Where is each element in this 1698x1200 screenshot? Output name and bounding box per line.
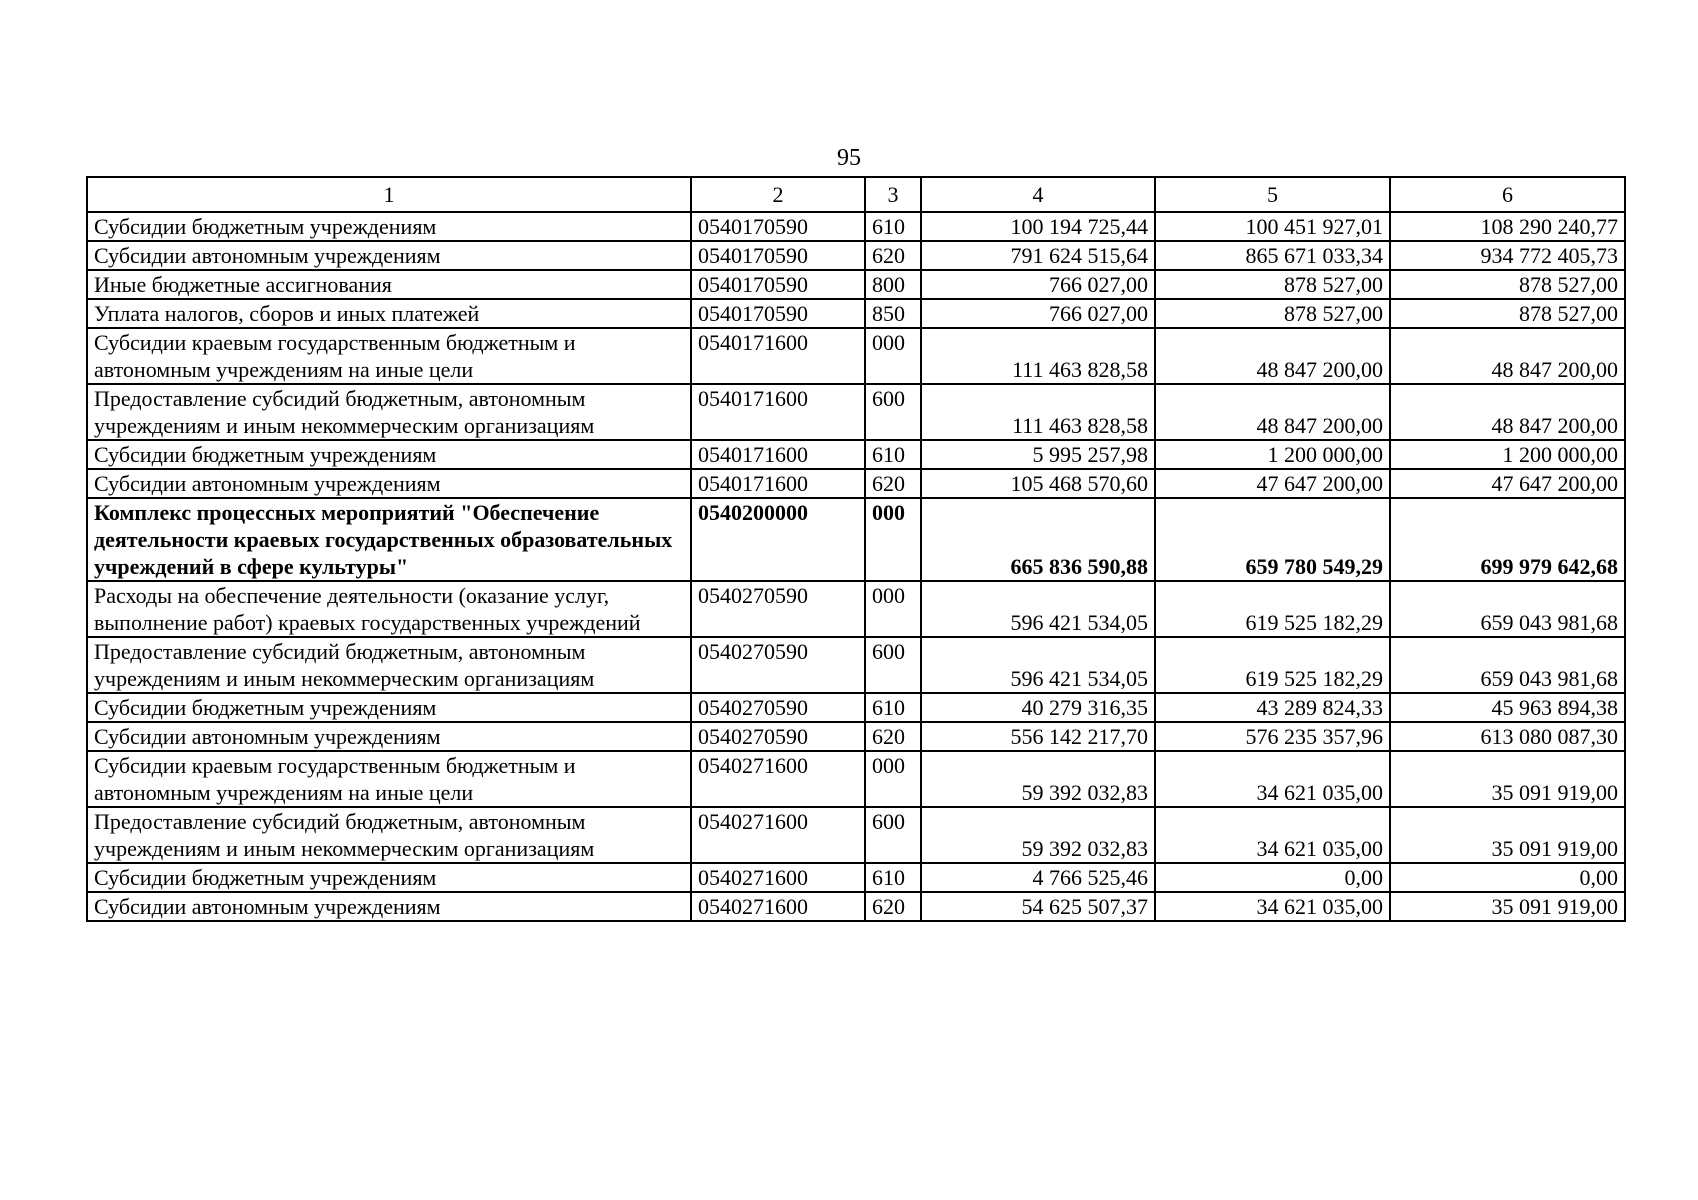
row-value-cell: 45 963 894,38 [1390, 693, 1625, 722]
row-code-cell: 0540170590 [691, 270, 865, 299]
row-kind-cell: 600 [865, 384, 921, 440]
row-value-cell: 47 647 200,00 [1390, 469, 1625, 498]
column-header: 1 [87, 177, 691, 212]
row-value-cell: 34 621 035,00 [1155, 751, 1390, 807]
table-row [87, 637, 1625, 693]
row-value-cell: 1 200 000,00 [1155, 440, 1390, 469]
row-value-cell: 0,00 [1155, 863, 1390, 892]
row-value-cell: 4 766 525,46 [921, 863, 1155, 892]
row-name-cell: Иные бюджетные ассигнования [87, 270, 691, 299]
row-code-cell: 0540171600 [691, 384, 865, 440]
row-name-cell: Уплата налогов, сборов и иных платежей [87, 299, 691, 328]
row-name-cell: Субсидии автономным учреждениям [87, 469, 691, 498]
row-code-cell: 0540171600 [691, 328, 865, 384]
row-value-cell: 59 392 032,83 [921, 751, 1155, 807]
row-value-cell: 48 847 200,00 [1390, 384, 1625, 440]
row-code-cell: 0540200000 [691, 498, 865, 581]
row-value-cell: 35 091 919,00 [1390, 751, 1625, 807]
table-body [87, 177, 1625, 921]
row-kind-cell: 000 [865, 581, 921, 637]
row-value-cell: 659 043 981,68 [1390, 637, 1625, 693]
row-value-cell: 43 289 824,33 [1155, 693, 1390, 722]
row-value-cell: 596 421 534,05 [921, 637, 1155, 693]
table-row [87, 212, 1625, 241]
row-value-cell: 59 392 032,83 [921, 807, 1155, 863]
row-name-cell: Субсидии автономным учреждениям [87, 892, 691, 921]
row-value-cell: 791 624 515,64 [921, 241, 1155, 270]
row-code-cell: 0540271600 [691, 751, 865, 807]
row-name-cell: Субсидии бюджетным учреждениям [87, 693, 691, 722]
column-header: 2 [691, 177, 865, 212]
row-value-cell: 699 979 642,68 [1390, 498, 1625, 581]
table-row [87, 722, 1625, 751]
budget-table [86, 176, 1626, 922]
column-header: 6 [1390, 177, 1625, 212]
row-name-cell: Субсидии автономным учреждениям [87, 241, 691, 270]
row-code-cell: 0540270590 [691, 637, 865, 693]
row-name-cell: Расходы на обеспечение деятельности (оказание услуг, выполнение работ) краевых государственных учреждений [87, 581, 691, 637]
row-value-cell: 100 194 725,44 [921, 212, 1155, 241]
row-name-cell: Комплекс процессных мероприятий "Обеспечение деятельности краевых государственных образовательных учреждений в сфере культуры" [87, 498, 691, 581]
row-value-cell: 108 290 240,77 [1390, 212, 1625, 241]
column-header: 5 [1155, 177, 1390, 212]
row-kind-cell: 610 [865, 440, 921, 469]
row-value-cell: 865 671 033,34 [1155, 241, 1390, 270]
row-code-cell: 0540270590 [691, 581, 865, 637]
row-code-cell: 0540170590 [691, 212, 865, 241]
row-value-cell: 105 468 570,60 [921, 469, 1155, 498]
row-kind-cell: 000 [865, 498, 921, 581]
row-code-cell: 0540171600 [691, 440, 865, 469]
row-value-cell: 111 463 828,58 [921, 328, 1155, 384]
row-value-cell: 47 647 200,00 [1155, 469, 1390, 498]
row-value-cell: 619 525 182,29 [1155, 581, 1390, 637]
row-kind-cell: 000 [865, 328, 921, 384]
row-value-cell: 48 847 200,00 [1155, 328, 1390, 384]
row-value-cell: 878 527,00 [1390, 299, 1625, 328]
row-value-cell: 5 995 257,98 [921, 440, 1155, 469]
row-code-cell: 0540271600 [691, 892, 865, 921]
row-value-cell: 659 043 981,68 [1390, 581, 1625, 637]
row-kind-cell: 620 [865, 241, 921, 270]
row-name-cell: Предоставление субсидий бюджетным, автономным учреждениям и иным некоммерческим организациям [87, 807, 691, 863]
table-row [87, 241, 1625, 270]
table-row [87, 581, 1625, 637]
table-row [87, 863, 1625, 892]
row-kind-cell: 600 [865, 637, 921, 693]
row-code-cell: 0540270590 [691, 693, 865, 722]
row-kind-cell: 610 [865, 693, 921, 722]
row-name-cell: Субсидии автономным учреждениям [87, 722, 691, 751]
row-value-cell: 556 142 217,70 [921, 722, 1155, 751]
row-kind-cell: 600 [865, 807, 921, 863]
row-name-cell: Субсидии краевым государственным бюджетным и автономным учреждениям на иные цели [87, 751, 691, 807]
row-value-cell: 619 525 182,29 [1155, 637, 1390, 693]
row-name-cell: Субсидии бюджетным учреждениям [87, 212, 691, 241]
row-value-cell: 613 080 087,30 [1390, 722, 1625, 751]
table-row [87, 807, 1625, 863]
row-value-cell: 34 621 035,00 [1155, 892, 1390, 921]
row-value-cell: 934 772 405,73 [1390, 241, 1625, 270]
row-value-cell: 35 091 919,00 [1390, 892, 1625, 921]
column-header: 4 [921, 177, 1155, 212]
row-value-cell: 111 463 828,58 [921, 384, 1155, 440]
row-code-cell: 0540170590 [691, 241, 865, 270]
row-kind-cell: 620 [865, 892, 921, 921]
row-kind-cell: 620 [865, 722, 921, 751]
row-value-cell: 0,00 [1390, 863, 1625, 892]
page-number: 95 [837, 145, 861, 171]
row-value-cell: 659 780 549,29 [1155, 498, 1390, 581]
column-header: 3 [865, 177, 921, 212]
row-kind-cell: 000 [865, 751, 921, 807]
row-code-cell: 0540170590 [691, 299, 865, 328]
table-header-row [87, 177, 1625, 212]
row-value-cell: 766 027,00 [921, 270, 1155, 299]
row-value-cell: 665 836 590,88 [921, 498, 1155, 581]
row-value-cell: 100 451 927,01 [1155, 212, 1390, 241]
table-row [87, 384, 1625, 440]
row-kind-cell: 800 [865, 270, 921, 299]
row-value-cell: 596 421 534,05 [921, 581, 1155, 637]
row-code-cell: 0540171600 [691, 469, 865, 498]
row-value-cell: 576 235 357,96 [1155, 722, 1390, 751]
row-kind-cell: 620 [865, 469, 921, 498]
row-name-cell: Предоставление субсидий бюджетным, автономным учреждениям и иным некоммерческим организациям [87, 384, 691, 440]
table-row [87, 892, 1625, 921]
row-value-cell: 878 527,00 [1155, 299, 1390, 328]
row-kind-cell: 850 [865, 299, 921, 328]
row-value-cell: 35 091 919,00 [1390, 807, 1625, 863]
table-row [87, 498, 1625, 581]
table-row [87, 469, 1625, 498]
row-name-cell: Предоставление субсидий бюджетным, автономным учреждениям и иным некоммерческим организациям [87, 637, 691, 693]
table-row [87, 440, 1625, 469]
row-name-cell: Субсидии краевым государственным бюджетным и автономным учреждениям на иные цели [87, 328, 691, 384]
row-code-cell: 0540271600 [691, 807, 865, 863]
row-code-cell: 0540271600 [691, 863, 865, 892]
row-value-cell: 878 527,00 [1155, 270, 1390, 299]
row-value-cell: 766 027,00 [921, 299, 1155, 328]
row-value-cell: 48 847 200,00 [1390, 328, 1625, 384]
row-name-cell: Субсидии бюджетным учреждениям [87, 863, 691, 892]
table-row [87, 751, 1625, 807]
row-kind-cell: 610 [865, 212, 921, 241]
row-code-cell: 0540270590 [691, 722, 865, 751]
table-row [87, 693, 1625, 722]
row-value-cell: 54 625 507,37 [921, 892, 1155, 921]
table-row [87, 270, 1625, 299]
row-value-cell: 1 200 000,00 [1390, 440, 1625, 469]
row-name-cell: Субсидии бюджетным учреждениям [87, 440, 691, 469]
row-kind-cell: 610 [865, 863, 921, 892]
row-value-cell: 48 847 200,00 [1155, 384, 1390, 440]
row-value-cell: 878 527,00 [1390, 270, 1625, 299]
table-row [87, 299, 1625, 328]
table-row [87, 328, 1625, 384]
row-value-cell: 34 621 035,00 [1155, 807, 1390, 863]
row-value-cell: 40 279 316,35 [921, 693, 1155, 722]
